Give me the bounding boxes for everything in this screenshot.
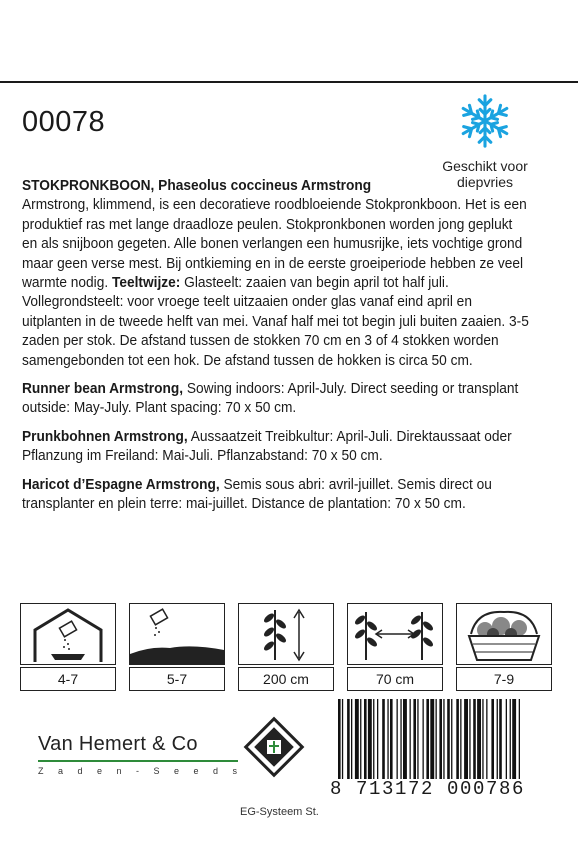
- barcode-bar: [491, 699, 494, 779]
- english-paragraph: [22, 380, 530, 419]
- barcode-bar: [512, 699, 516, 779]
- article-number: 00078: [22, 106, 106, 138]
- barcode-bar: [377, 699, 378, 779]
- german-body: Aussaatzeit Treibkultur: April-Juli. Direktaussaat oder Pflanzung im Freiland: Mai-Juli. Pflanzabstand: 70 x 50 cm.: [22, 428, 512, 465]
- barcode-bar: [417, 699, 418, 779]
- barcode-bar: [360, 699, 361, 779]
- french-paragraph: [22, 476, 530, 515]
- barcode-bar: [373, 699, 374, 779]
- dutch-paragraph: [22, 177, 530, 371]
- barcode-bar: [499, 699, 502, 779]
- brand-logo-icon: [243, 716, 305, 778]
- brand-tagline: Z a d e n - S e e d s: [38, 766, 244, 776]
- barcode-bar: [464, 699, 468, 779]
- barcode-bar: [430, 699, 434, 779]
- french-bold: Haricot d’Espagne Armstrong,: [22, 476, 220, 493]
- barcode-bar: [364, 699, 367, 779]
- icon-column-outdoor: [129, 603, 225, 693]
- english-body: Sowing indoors: April-July. Direct seeding or transplant outside: May-July. Plant spacing: 70 x 50 cm.: [22, 381, 519, 417]
- barcode-bar: [436, 699, 437, 779]
- dutch-body-1: Armstrong, klimmend, is een decoratieve roodbloeiende Stokpronkboon. Het is een produktief ras met lange draadloze peulen. Stokpronkbonen worden jong geplukt en als snijboon gegeten. Alle bonen verlangen een humusrijke, iets vochtige grond maar geen verse mest. Bij ontkieming en in de eerste groeiperiode hebben ze veel warmte nodig.: [22, 197, 527, 292]
- snowflake-icon: [456, 92, 514, 150]
- brand-underline: [38, 760, 238, 762]
- barcode-bar: [519, 699, 520, 779]
- barcode-bar: [403, 699, 407, 779]
- barcode: [336, 699, 526, 779]
- barcode-bar: [426, 699, 429, 779]
- plant-height-icon: [239, 604, 333, 664]
- dutch-body-2: Glasteelt: zaaien van begin april tot half juli. Vollegrondsteelt: voor vroege teelt uitzaaien onder glas vanaf eind april en uitplanten in de tweede helft van mei. Vanaf half mei tot begin juli buiten zaaien. 3-5 zaden per stok. De afstand tussen de stokken 70 cm en 3 of 4 stokken worden samengebonden tot een hok. De afstand tussen de hokken is circa 50 cm.: [22, 275, 529, 369]
- icon-column-height: [238, 603, 334, 693]
- barcode-bar: [338, 699, 341, 779]
- barcode-bar: [387, 699, 388, 779]
- english-bold: Runner bean Armstrong,: [22, 381, 184, 398]
- barcode-bar: [477, 699, 481, 779]
- barcode-bar: [451, 699, 452, 779]
- greenhouse-sowing-icon: [21, 604, 115, 664]
- barcode-bar: [486, 699, 487, 779]
- dutch-heading: STOKPRONKBOON, Phaseolus coccineus Armstrong: [22, 178, 372, 194]
- barcode-bar: [410, 699, 411, 779]
- eg-label: EG-Systeem St.: [240, 806, 319, 818]
- brand-name: Van Hemert & Co: [38, 733, 198, 755]
- barcode-bar: [473, 699, 476, 779]
- barcode-bar: [397, 699, 398, 779]
- freezer-suitable-block: [415, 92, 555, 190]
- icon-column-harvest: [456, 603, 552, 693]
- freezer-label-line1: Geschikt voor: [442, 158, 528, 174]
- icon-column-spacing: [347, 603, 443, 693]
- barcode-bar: [482, 699, 483, 779]
- barcode-bar: [510, 699, 511, 779]
- french-body: Semis sous abri: avril-juillet. Semis direct ou transplanter en plein terre: mai-juillet. Distance de plantation: 70 x 50 cm.: [22, 476, 492, 513]
- barcode-bar: [497, 699, 498, 779]
- icon-column-greenhouse: [20, 603, 116, 693]
- description-text: [22, 177, 530, 524]
- barcode-bar: [342, 699, 343, 779]
- harvest-value: 7-9: [456, 667, 552, 691]
- barcode-bar: [390, 699, 393, 779]
- barcode-bar: [355, 699, 359, 779]
- top-rule: [0, 81, 578, 83]
- greenhouse-sowing-value: 4-7: [20, 667, 116, 691]
- barcode-bar: [439, 699, 442, 779]
- outdoor-sowing-value: 5-7: [129, 667, 225, 691]
- barcode-bar: [423, 699, 424, 779]
- barcode-number: 8 713172 000786: [330, 778, 526, 800]
- barcode-bar: [469, 699, 470, 779]
- freezer-label-line2: diepvries: [456, 174, 514, 190]
- barcode-bar: [506, 699, 507, 779]
- barcode-bar: [413, 699, 416, 779]
- plant-spacing-value: 70 cm: [347, 667, 443, 691]
- barcode-bar: [443, 699, 444, 779]
- barcode-bar: [368, 699, 372, 779]
- barcode-bar: [347, 699, 350, 779]
- german-bold: Prunkbohnen Armstrong,: [22, 428, 188, 445]
- dutch-bold-2: Teeltwijze:: [111, 275, 181, 292]
- barcode-bar: [456, 699, 459, 779]
- harvest-basket-icon: [457, 604, 551, 664]
- cultivation-icons: [20, 603, 558, 693]
- barcode-bar: [382, 699, 385, 779]
- barcode-bar: [400, 699, 401, 779]
- barcode-bar: [351, 699, 352, 779]
- plant-spacing-icon: [348, 604, 442, 664]
- german-paragraph: [22, 428, 530, 467]
- barcode-bar: [460, 699, 461, 779]
- plant-height-value: 200 cm: [238, 667, 334, 691]
- outdoor-sowing-icon: [130, 604, 224, 664]
- barcode-bar: [447, 699, 450, 779]
